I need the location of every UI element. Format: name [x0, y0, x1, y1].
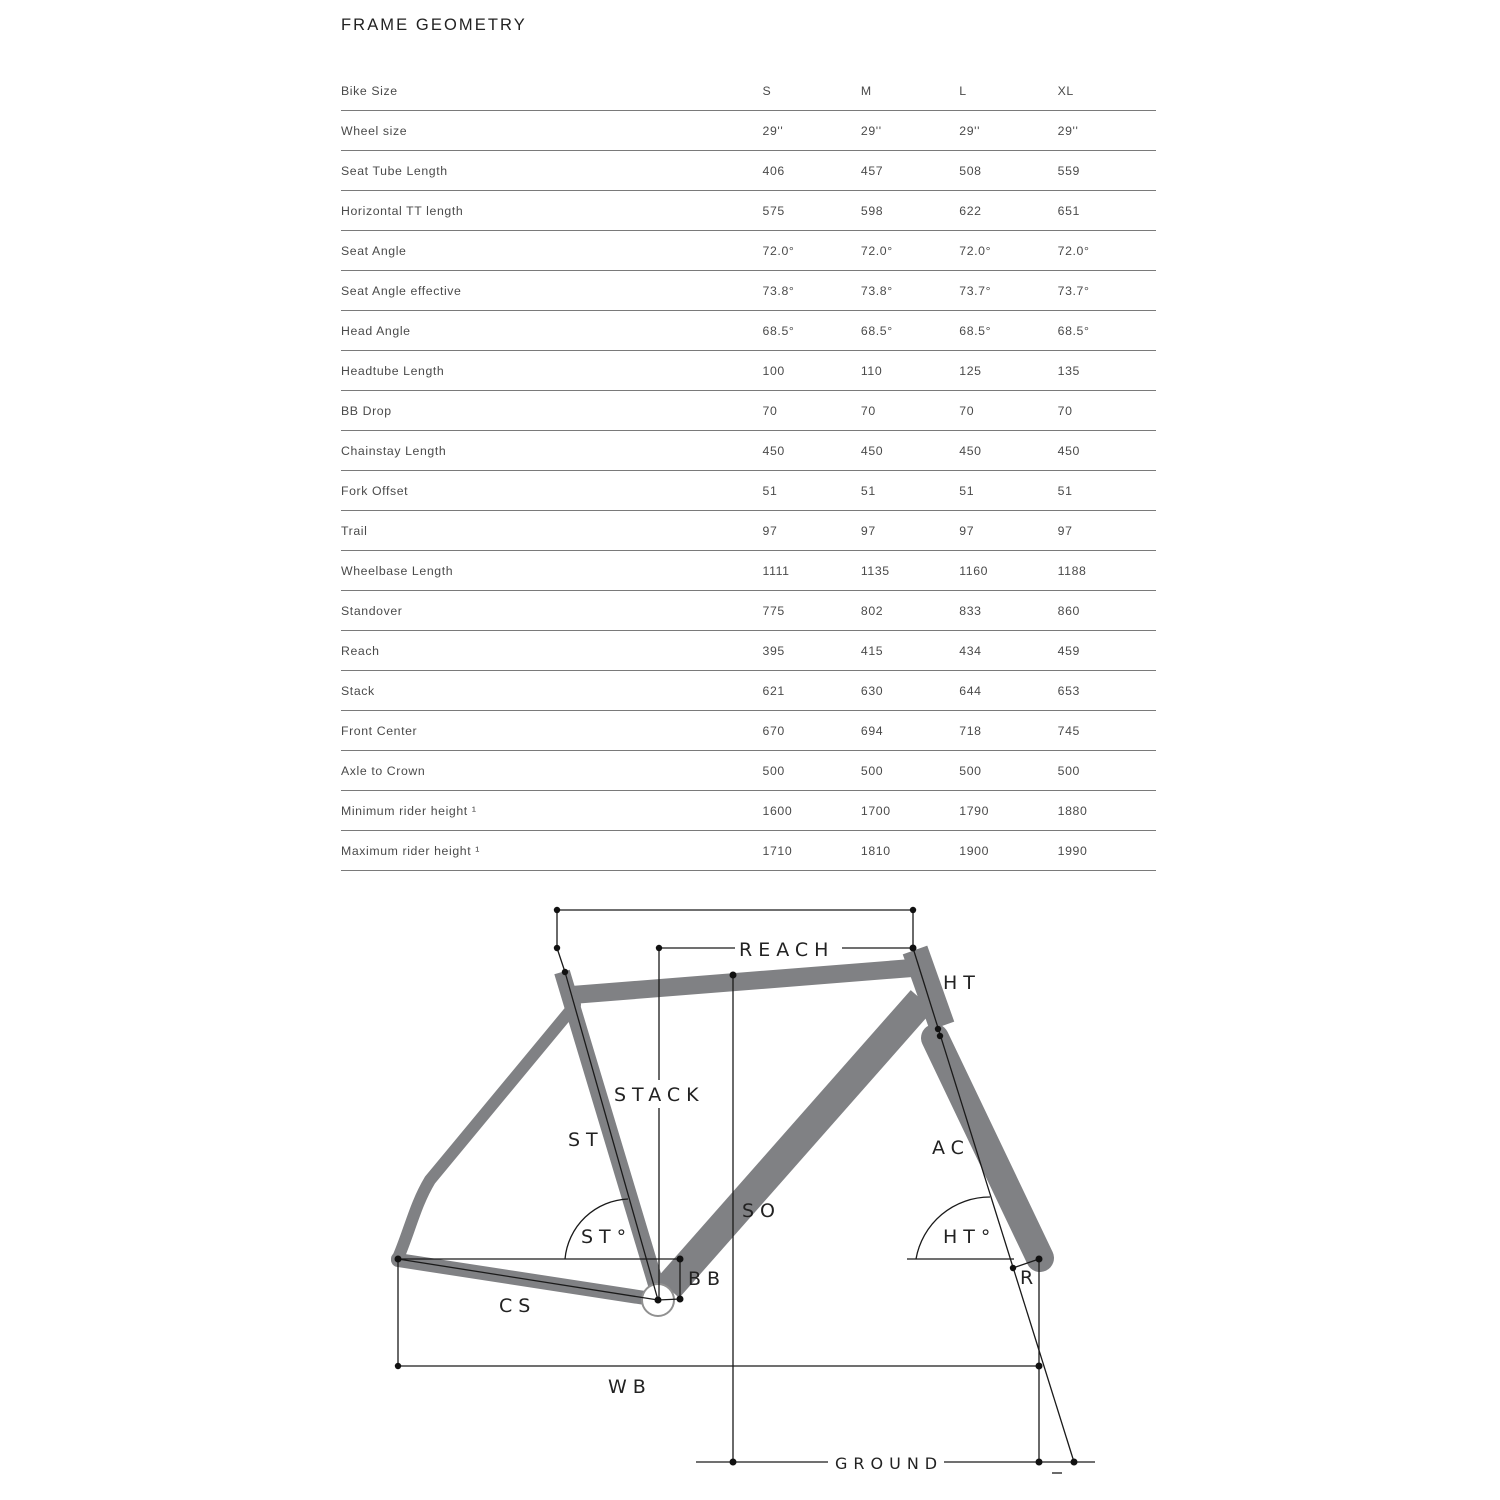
- label-wheelbase: WB: [608, 1376, 652, 1398]
- label-reach: REACH: [739, 939, 835, 961]
- table-row: [341, 311, 1156, 351]
- table-row: [341, 151, 1156, 191]
- row-value: 1710: [763, 831, 861, 871]
- row-value: 434: [959, 631, 1057, 671]
- row-value: 395: [763, 631, 861, 671]
- point: [1036, 1459, 1043, 1466]
- point: [395, 1363, 401, 1369]
- row-value: 860: [1058, 591, 1156, 631]
- row-value: 833: [959, 591, 1057, 631]
- point: [554, 907, 560, 913]
- row-value: 68.5°: [959, 311, 1057, 351]
- row-value: 500: [959, 751, 1057, 791]
- row-label: Standover: [341, 591, 763, 631]
- row-label: Stack: [341, 671, 763, 711]
- label-stack: STACK: [614, 1084, 705, 1106]
- table-row: [341, 271, 1156, 311]
- row-value: 775: [763, 591, 861, 631]
- row-value: 110: [861, 351, 959, 391]
- row-value: 70: [861, 391, 959, 431]
- point: [935, 1026, 941, 1032]
- table-row: [341, 631, 1156, 671]
- point: [1036, 1256, 1043, 1263]
- row-label: Head Angle: [341, 311, 763, 351]
- point: [656, 945, 662, 951]
- row-value: 745: [1058, 711, 1156, 751]
- table-row: [341, 391, 1156, 431]
- row-label: Chainstay Length: [341, 431, 763, 471]
- row-value: 97: [959, 511, 1057, 551]
- row-value: 73.8°: [861, 271, 959, 311]
- row-value: 653: [1058, 671, 1156, 711]
- row-value: 450: [1058, 431, 1156, 471]
- point: [554, 945, 560, 951]
- row-label: BB Drop: [341, 391, 763, 431]
- bike-frame: [391, 950, 1040, 1316]
- label-ground: GROUND: [835, 1454, 944, 1473]
- row-value: 135: [1058, 351, 1156, 391]
- size-xl-header: XL: [1058, 72, 1156, 111]
- table-row: [341, 551, 1156, 591]
- row-value: 51: [1058, 471, 1156, 511]
- chainstay-line: [398, 1259, 658, 1300]
- row-value: 802: [861, 591, 959, 631]
- row-label: Seat Angle: [341, 231, 763, 271]
- size-m-header: M: [861, 72, 959, 111]
- row-value: 29'': [959, 111, 1057, 151]
- row-label: Front Center: [341, 711, 763, 751]
- row-label: Maximum rider height ¹: [341, 831, 763, 871]
- label-seat-tube: ST: [568, 1129, 604, 1151]
- row-value: 1990: [1058, 831, 1156, 871]
- row-value: 70: [763, 391, 861, 431]
- row-value: 718: [959, 711, 1057, 751]
- size-l-header: L: [959, 72, 1057, 111]
- row-value: 500: [1058, 751, 1156, 791]
- row-value: 644: [959, 671, 1057, 711]
- row-value: 1880: [1058, 791, 1156, 831]
- row-label: Minimum rider height ¹: [341, 791, 763, 831]
- point: [937, 1033, 943, 1039]
- row-label: Wheel size: [341, 111, 763, 151]
- row-value: 97: [763, 511, 861, 551]
- point: [910, 945, 917, 952]
- row-value: 1188: [1058, 551, 1156, 591]
- row-value: 1790: [959, 791, 1057, 831]
- row-label: Headtube Length: [341, 351, 763, 391]
- row-value: 621: [763, 671, 861, 711]
- point: [730, 972, 737, 979]
- point: [562, 969, 568, 975]
- point: [910, 907, 916, 913]
- row-value: 73.7°: [1058, 271, 1156, 311]
- seat-extension-line: [557, 948, 565, 972]
- row-value: 651: [1058, 191, 1156, 231]
- row-value: 73.8°: [763, 271, 861, 311]
- table-row: [341, 751, 1156, 791]
- row-value: 500: [861, 751, 959, 791]
- row-value: 51: [861, 471, 959, 511]
- row-label: Reach: [341, 631, 763, 671]
- table-row: [341, 711, 1156, 751]
- row-value: 29'': [861, 111, 959, 151]
- row-value: 406: [763, 151, 861, 191]
- row-value: 72.0°: [861, 231, 959, 271]
- size-s-header: S: [763, 72, 861, 111]
- page-title: FRAME GEOMETRY: [341, 16, 527, 34]
- label-standover: SO: [742, 1200, 782, 1222]
- top-tube: [572, 968, 912, 995]
- top-bracket-line: [557, 910, 913, 948]
- point: [1010, 1265, 1016, 1271]
- row-label: Axle to Crown: [341, 751, 763, 791]
- row-value: 68.5°: [763, 311, 861, 351]
- down-tube: [668, 1000, 922, 1288]
- table-row: [341, 231, 1156, 271]
- row-value: 70: [1058, 391, 1156, 431]
- row-value: 125: [959, 351, 1057, 391]
- label-axle-to-crown: AC: [932, 1137, 970, 1159]
- row-value: 575: [763, 191, 861, 231]
- table-row: [341, 511, 1156, 551]
- table-row: [341, 831, 1156, 871]
- row-value: 51: [959, 471, 1057, 511]
- row-value: 1600: [763, 791, 861, 831]
- table-row: [341, 111, 1156, 151]
- row-value: 97: [1058, 511, 1156, 551]
- point: [730, 1459, 737, 1466]
- row-value: 73.7°: [959, 271, 1057, 311]
- row-label: Trail: [341, 511, 763, 551]
- row-value: 100: [763, 351, 861, 391]
- row-value: 508: [959, 151, 1057, 191]
- table-row: [341, 591, 1156, 631]
- row-value: 29'': [763, 111, 861, 151]
- row-value: 630: [861, 671, 959, 711]
- row-value: 459: [1058, 631, 1156, 671]
- row-value: 559: [1058, 151, 1156, 191]
- label-chainstay: CS: [499, 1295, 537, 1317]
- row-value: 68.5°: [861, 311, 959, 351]
- row-label: Horizontal TT length: [341, 191, 763, 231]
- table-row: [341, 791, 1156, 831]
- point: [677, 1296, 684, 1303]
- row-value: 1135: [861, 551, 959, 591]
- row-value: 450: [861, 431, 959, 471]
- row-value: 415: [861, 631, 959, 671]
- row-value: 457: [861, 151, 959, 191]
- table-row: [341, 471, 1156, 511]
- row-value: 72.0°: [1058, 231, 1156, 271]
- table-row: [341, 351, 1156, 391]
- row-value: 1160: [959, 551, 1057, 591]
- row-value: 500: [763, 751, 861, 791]
- table-header-row: [341, 72, 1156, 111]
- row-value: 1111: [763, 551, 861, 591]
- label-bb-drop: BB: [688, 1268, 727, 1290]
- row-value: 97: [861, 511, 959, 551]
- point: [395, 1256, 402, 1263]
- table-row: [341, 431, 1156, 471]
- point: [655, 1297, 662, 1304]
- row-value: 68.5°: [1058, 311, 1156, 351]
- row-label: Seat Angle effective: [341, 271, 763, 311]
- row-value: 72.0°: [959, 231, 1057, 271]
- label-head-tube: HT: [943, 972, 981, 994]
- head-tube-axis: [913, 948, 1074, 1462]
- label-seat-angle: ST°: [581, 1226, 633, 1248]
- seat-stay: [398, 1005, 575, 1258]
- header-label: Bike Size: [341, 72, 763, 111]
- row-value: 694: [861, 711, 959, 751]
- point: [677, 1256, 684, 1263]
- row-value: 670: [763, 711, 861, 751]
- row-value: 72.0°: [763, 231, 861, 271]
- row-value: 598: [861, 191, 959, 231]
- row-value: 622: [959, 191, 1057, 231]
- row-value: 29'': [1058, 111, 1156, 151]
- row-value: 1700: [861, 791, 959, 831]
- point: [1071, 1459, 1078, 1466]
- label-fork-offset: R: [1020, 1267, 1040, 1289]
- label-head-angle: HT°: [943, 1226, 997, 1248]
- row-value: 70: [959, 391, 1057, 431]
- row-value: 51: [763, 471, 861, 511]
- row-value: 1810: [861, 831, 959, 871]
- point: [1036, 1363, 1043, 1370]
- row-label: Wheelbase Length: [341, 551, 763, 591]
- row-value: 450: [763, 431, 861, 471]
- row-value: 1900: [959, 831, 1057, 871]
- row-label: Seat Tube Length: [341, 151, 763, 191]
- table-row: [341, 191, 1156, 231]
- row-value: 450: [959, 431, 1057, 471]
- table-row: [341, 671, 1156, 711]
- geometry-table: [341, 72, 1156, 871]
- row-label: Fork Offset: [341, 471, 763, 511]
